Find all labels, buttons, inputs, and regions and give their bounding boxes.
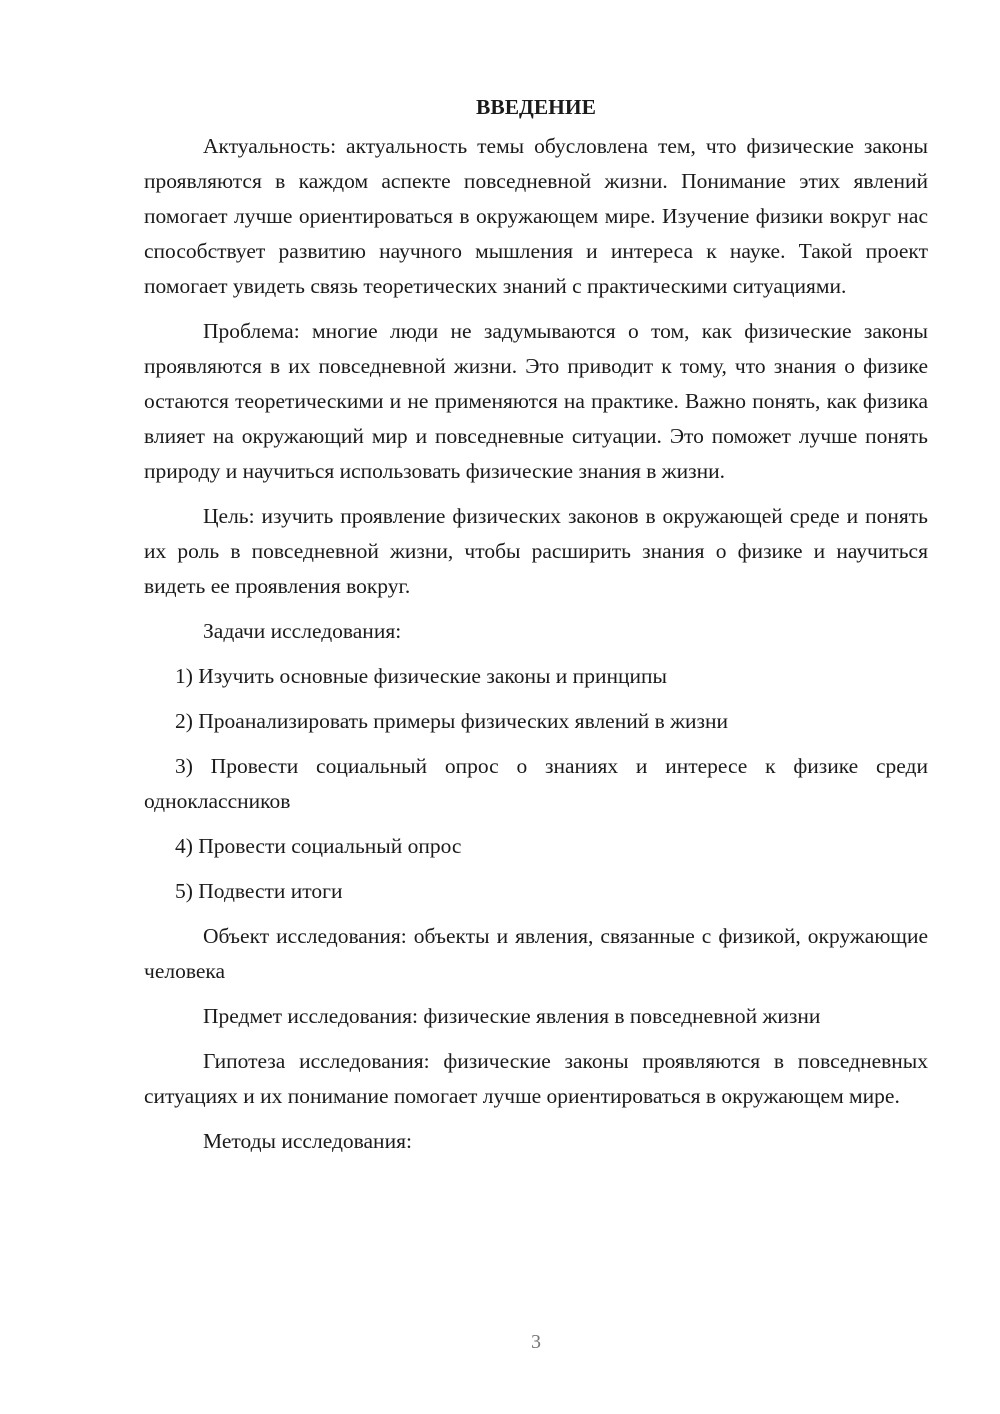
object-paragraph: Объект исследования: объекты и явления, связанные с физикой, окружающие человека [144, 924, 928, 983]
tasks-title: Задачи исследования: [203, 619, 402, 643]
task-item-4: 4) Провести социальный опрос [175, 834, 462, 858]
task-item-1: 1) Изучить основные физические законы и принципы [175, 664, 667, 688]
task-item-2: 2) Проанализировать примеры физических явлений в жизни [175, 709, 728, 733]
problem-paragraph: Проблема: многие люди не задумываются о том, как физические законы проявляются в их повседневной жизни. Это приводит к тому, что знания о физике остаются теоретическими и не применяются на практике. Важно понять, как физика влияет на окружающий мир и повседневные ситуации. Это поможет лучше понять природу и научиться использовать физические знания в жизни. [144, 319, 928, 483]
methods-title: Методы исследования: [203, 1129, 412, 1153]
task-item-3: 3) Провести социальный опрос о знаниях и интересе к физике среди одноклассников [144, 754, 928, 813]
relevance-paragraph: Актуальность: актуальность темы обусловлена тем, что физические законы проявляются в каждом аспекте повседневной жизни. Понимание этих явлений помогает лучше ориентироваться в окружающем мире. Изучение физики вокруг нас способствует развитию научного мышления и интереса к науке. Такой проект помогает увидеть связь теоретических знаний с практическими ситуациями. [144, 134, 928, 298]
goal-paragraph: Цель: изучить проявление физических законов в окружающей среде и понять их роль в повседневной жизни, чтобы расширить знания о физике и научиться видеть ее проявления вокруг. [144, 504, 928, 598]
subject-paragraph: Предмет исследования: физические явления в повседневной жизни [203, 1004, 821, 1028]
hypothesis-paragraph: Гипотеза исследования: физические законы проявляются в повседневных ситуациях и их понимание помогает лучше ориентироваться в окружающем мире. [144, 1049, 928, 1108]
task-item-5: 5) Подвести итоги [175, 879, 343, 903]
document-page [144, 90, 928, 1169]
section-heading: ВВЕДЕНИЕ [476, 95, 596, 119]
page-number: 3 [531, 1331, 541, 1353]
